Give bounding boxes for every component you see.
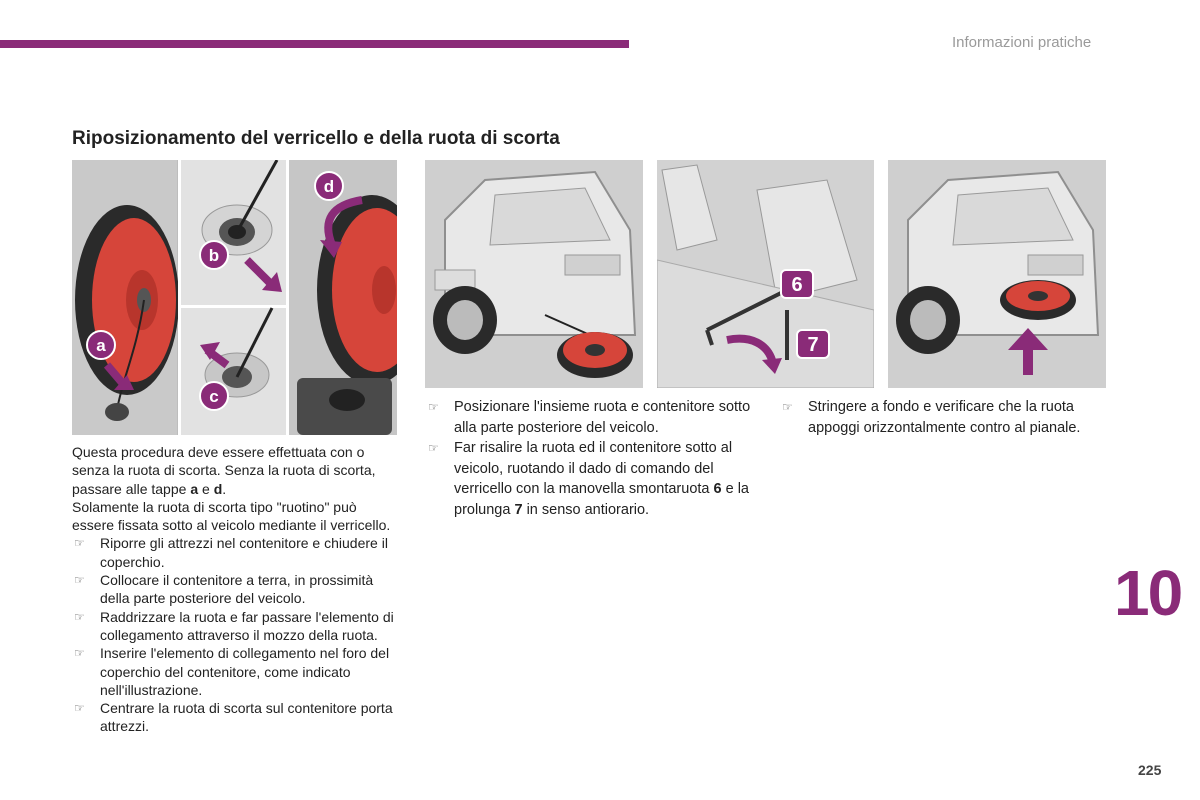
right-steps-list [780, 397, 1106, 438]
intro-paragraph [72, 443, 402, 498]
step-text: e la prolunga [454, 481, 750, 518]
intro-and: e [198, 480, 214, 497]
hand-pointer-icon: ☞ [428, 441, 439, 455]
callout-b: b [208, 246, 220, 265]
callout-6: 6 [791, 274, 803, 296]
list-item [72, 699, 402, 736]
figure-position-wheel [425, 160, 643, 388]
hand-pointer-icon: ☞ [74, 646, 85, 661]
list-item [426, 397, 751, 438]
list-item [72, 571, 402, 608]
callout-c: c [209, 387, 219, 406]
list-item [72, 644, 402, 699]
hand-pointer-icon: ☞ [428, 400, 439, 414]
left-column-text [72, 443, 402, 736]
step-ref-a: a [190, 480, 199, 497]
step-text: Collocare il contenitore a terra, in prossimità della parte posteriore del veicolo. [100, 572, 374, 607]
step-ref-d: d [213, 480, 223, 497]
middle-column-text [426, 397, 751, 520]
hand-pointer-icon: ☞ [782, 400, 793, 414]
callout-a: a [96, 336, 106, 355]
left-steps-list [72, 534, 402, 735]
callout-d: d [323, 177, 335, 196]
intro-period: . [222, 480, 227, 497]
figure-raise-wheel [888, 160, 1106, 388]
list-item [72, 608, 402, 645]
figure-crank-tools [657, 160, 874, 388]
step-text: Stringere a fondo e verificare che la ruota appoggi orizzontalmente contro al pianale. [808, 399, 1081, 436]
step-text: Posizionare l'insieme ruota e contenitore sotto alla parte posteriore del veicolo. [454, 399, 751, 436]
middle-steps-list [426, 397, 751, 520]
page-number: 225 [1138, 762, 1162, 778]
step-text: Centrare la ruota di scorta sul contenitore porta attrezzi. [100, 700, 393, 735]
intro-text-1: Questa procedura deve essere effettuata con o senza la ruota di scorta. Senza la ruota di scorta, passare alle tappe [72, 444, 376, 497]
step-text: Raddrizzare la ruota e far passare l'elemento di collegamento attraverso il mozzo della ruota. [100, 608, 394, 643]
hand-pointer-icon: ☞ [74, 573, 85, 588]
right-column-text [780, 397, 1106, 438]
tool-ref-7: 7 [514, 501, 523, 518]
step-text: Riporre gli attrezzi nel contenitore e chiudere il coperchio. [100, 535, 388, 570]
intro-paragraph-2: Solamente la ruota di scorta tipo "ruotino" può essere fissata sotto al veicolo mediante il verricello. [72, 498, 391, 534]
list-item [426, 438, 751, 520]
callout-7: 7 [807, 334, 819, 356]
step-text: in senso antiorario. [522, 501, 650, 518]
figure-wheel-procedure [72, 160, 397, 435]
page-title: Riposizionamento del verricello e della ruota di scorta [72, 128, 560, 149]
list-item [72, 534, 402, 571]
hand-pointer-icon: ☞ [74, 536, 85, 551]
step-text: Far risalire la ruota ed il contenitore sotto al veicolo, ruotando il dado di comando del verricello con la manovella smontaruota [454, 440, 733, 497]
section-label: Informazioni pratiche [952, 34, 1092, 51]
tool-ref-6: 6 [713, 481, 722, 497]
hand-pointer-icon: ☞ [74, 609, 85, 624]
chapter-number: 10 [1114, 557, 1182, 629]
header-accent-bar [0, 40, 629, 48]
list-item [780, 397, 1106, 438]
hand-pointer-icon: ☞ [74, 701, 85, 716]
step-text: Inserire l'elemento di collegamento nel foro del coperchio del contenitore, come indicato nell'illustrazione. [100, 645, 390, 698]
